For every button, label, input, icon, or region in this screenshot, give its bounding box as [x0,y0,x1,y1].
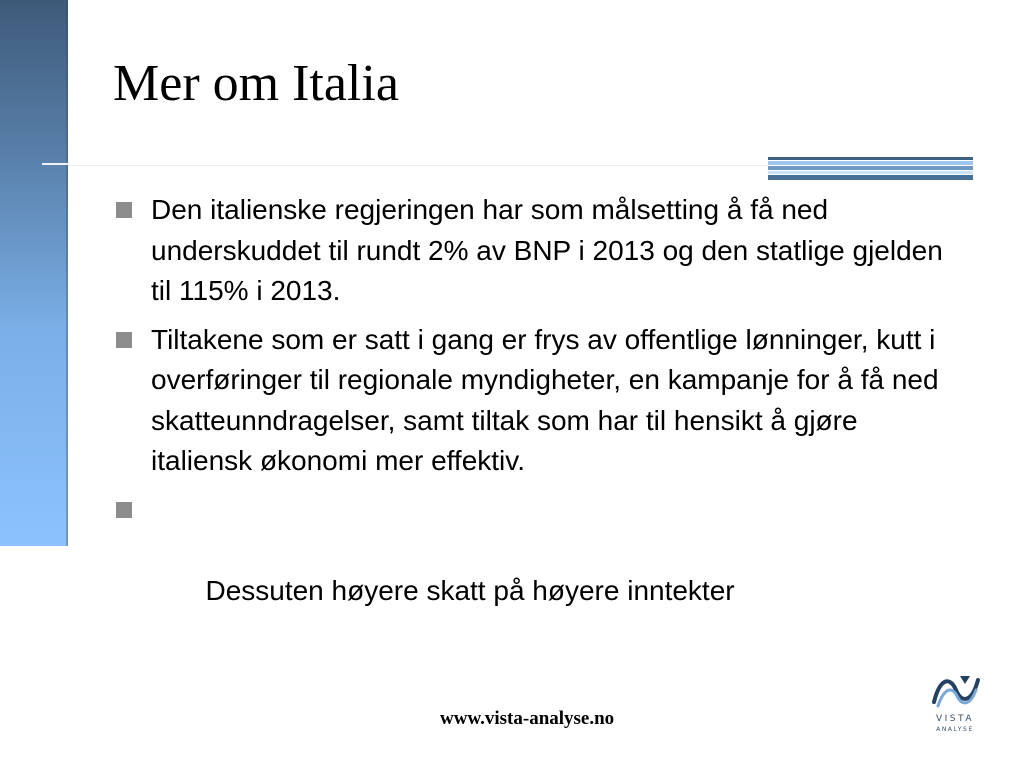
title-divider [68,165,768,166]
logo-subtitle: ANALYSE [936,726,974,733]
slide-title: Mer om Italia [113,55,399,112]
square-bullet-icon [116,332,132,348]
bullet-item [113,320,963,482]
square-bullet-icon [116,502,132,518]
vista-wave-icon [930,672,982,712]
side-gradient-bar [0,0,68,546]
bullet-text: Dessuten høyere skatt på høyere inntekter [197,574,735,606]
footer-url: www.vista-analyse.no [440,708,615,729]
vista-analyse-logo [925,672,985,738]
bullet-item [113,190,963,312]
bullet-list [113,190,963,660]
side-bar-edge [66,0,68,546]
bullet-item [113,490,963,652]
accent-stripes [768,157,973,181]
bullet-text: Tiltakene som er satt i gang er frys av offentlige lønninger, kutt i overføringer til regionale myndigheter, en kampanje for å få ned skatteunndragelser, samt tiltak som har til hensikt å gjøre italiensk økonomi mer effektiv. [151,323,939,476]
logo-name: VISTA [936,714,974,724]
square-bullet-icon [116,202,132,218]
bullet-text: Den italienske regjeringen har som målsetting å få ned underskuddet til rundt 2% av BNP i 2013 og den statlige gjelden til 115% i 2013. [151,194,943,306]
side-tick-mark [42,163,68,165]
